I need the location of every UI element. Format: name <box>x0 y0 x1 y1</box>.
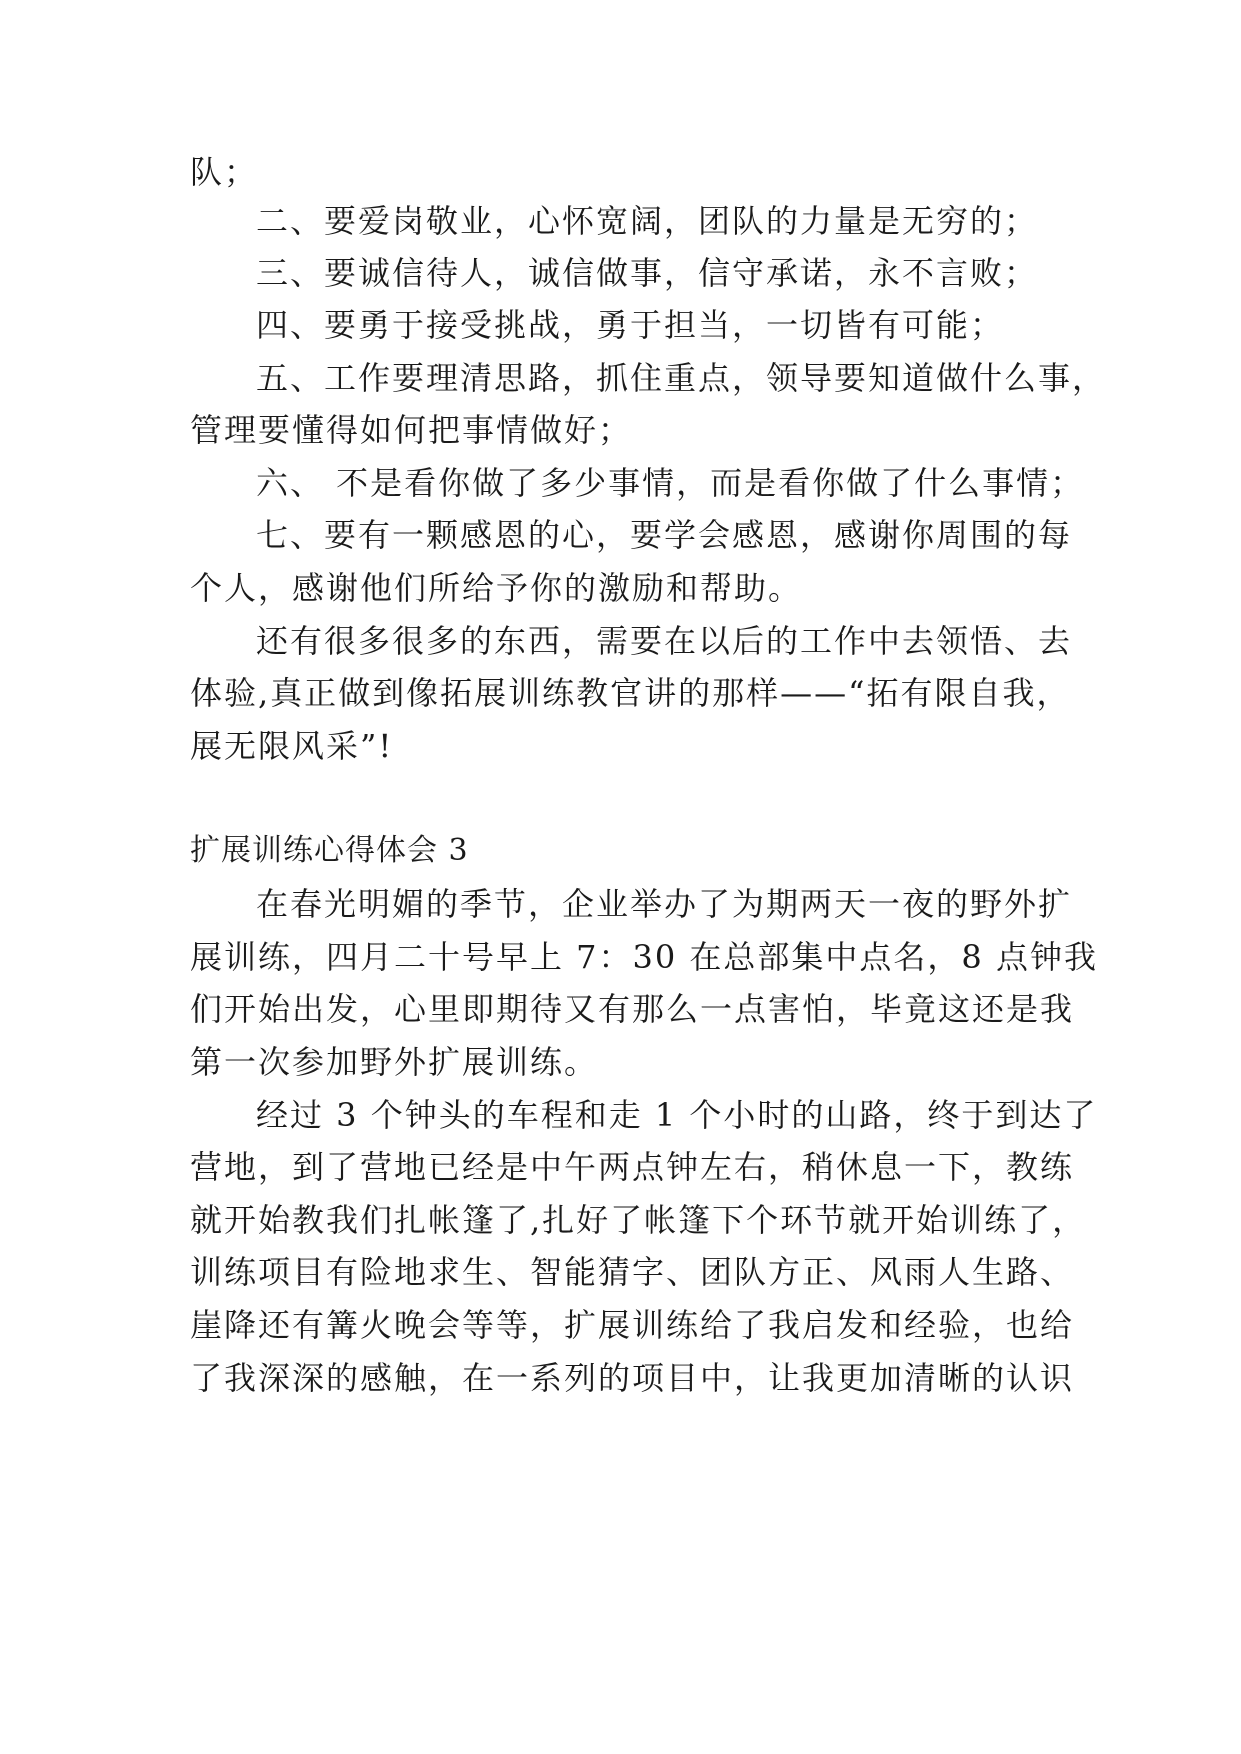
paragraph-line: 二、要爱岗敬业，心怀宽阔，团队的力量是无穷的； <box>256 202 1039 240</box>
paragraph-line: 展无限风采”! <box>190 727 394 765</box>
paragraph-line: 训练项目有险地求生、智能猜字、团队方正、风雨人生路、 <box>190 1253 1075 1291</box>
paragraph-line: 在春光明媚的季节，企业举办了为期两天一夜的野外扩 <box>256 885 1073 923</box>
paragraph-line: 五、工作要理清思路，抓住重点，领导要知道做什么事， <box>256 359 1107 397</box>
paragraph-line: 经过 3 个钟头的车程和走 1 个小时的山路，终于到达了 <box>256 1096 1098 1134</box>
paragraph-line: 四、要勇于接受挑战，勇于担当，一切皆有可能； <box>256 306 1005 344</box>
paragraph-line: 六、 不是看你做了多少事情，而是看你做了什么事情； <box>256 464 1085 502</box>
paragraph-line: 崖降还有篝火晚会等等，扩展训练给了我启发和经验，也给 <box>190 1306 1075 1344</box>
paragraph-line: 还有很多很多的东西，需要在以后的工作中去领悟、去 <box>256 622 1073 660</box>
paragraph-line: 营地，到了营地已经是中午两点钟左右，稍休息一下，教练 <box>190 1148 1075 1186</box>
paragraph-line: 第一次参加野外扩展训练。 <box>190 1043 599 1081</box>
paragraph-line: 个人，感谢他们所给予你的激励和帮助。 <box>190 569 803 607</box>
paragraph-line: 体验,真正做到像拓展训练教官讲的那样——“拓有限自我， <box>190 674 1071 712</box>
paragraph-line: 就开始教我们扎帐篷了,扎好了帐篷下个环节就开始训练了， <box>190 1201 1087 1239</box>
paragraph-line: 展训练，四月二十号早上 7：30 在总部集中点名，8 点钟我 <box>190 938 1098 976</box>
paragraph-line: 七、要有一颗感恩的心，要学会感恩，感谢你周围的每 <box>256 516 1073 554</box>
paragraph-line: 管理要懂得如何把事情做好； <box>190 411 633 449</box>
paragraph-line: 队； <box>190 153 259 191</box>
paragraph-line: 三、要诚信待人，诚信做事，信守承诺，永不言败； <box>256 254 1039 292</box>
paragraph-line: 了我深深的感触，在一系列的项目中，让我更加清晰的认识 <box>190 1359 1075 1397</box>
section-heading: 扩展训练心得体会 3 <box>190 833 469 868</box>
paragraph-line: 们开始出发，心里即期待又有那么一点害怕，毕竟这还是我 <box>190 990 1075 1028</box>
